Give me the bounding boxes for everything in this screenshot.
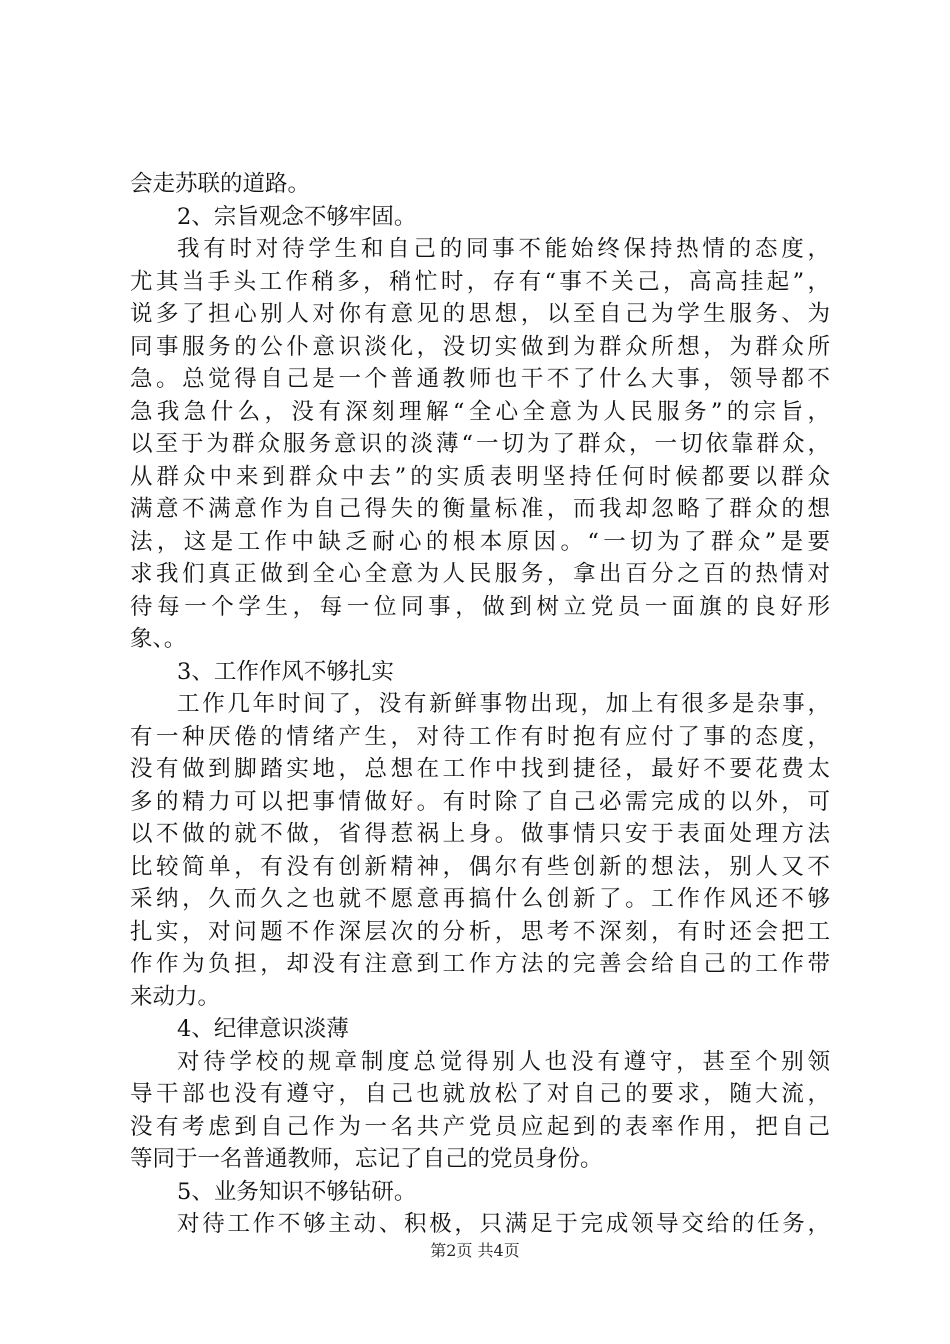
text-line: 有一种厌倦的情绪产生，对待工作有时抱有应付了事的态度， bbox=[130, 723, 830, 750]
text-line: 没有做到脚踏实地，总想在工作中找到捷径，最好不要花费太 bbox=[130, 756, 830, 782]
text-line: 扎实，对问题不作深层次的分析，思考不深刻，有时还会把工 bbox=[130, 918, 830, 945]
text-line: 导干部也没有遵守，自己也就放松了对自己的要求，随大流， bbox=[130, 1081, 830, 1107]
text-line: 工作几年时间了，没有新鲜事物出现，加上有很多是杂事， bbox=[177, 691, 830, 717]
text-line: 满意不满意作为自己得失的衡量标准，而我却忽略了群众的想 bbox=[130, 496, 830, 522]
text-line: 采纳，久而久之也就不愿意再搞什么创新了。工作作风还不够 bbox=[130, 886, 830, 912]
section-heading: 3、工作作风不够扎实 bbox=[177, 658, 394, 685]
document-body bbox=[130, 168, 830, 1241]
text-line: 来动力。 bbox=[130, 983, 221, 1010]
text-line: 作作为负担，却没有注意到工作方法的完善会给自己的工作带 bbox=[130, 951, 830, 977]
text-line: 多的精力可以把事情做好。有时除了自己必需完成的以外，可 bbox=[130, 788, 830, 815]
text-line: 法，这是工作中缺乏耐心的根本原因。“一切为了群众”是要 bbox=[130, 528, 830, 555]
page-footer: 第2页 共4页 bbox=[430, 1241, 520, 1260]
text-line: 以至于为群众服务意识的淡薄“一切为了群众，一切依靠群众， bbox=[130, 431, 830, 457]
section-heading: 5、业务知识不够钻研。 bbox=[177, 1178, 417, 1205]
text-line: 以不做的就不做，省得惹祸上身。做事情只安于表面处理方法 bbox=[130, 821, 830, 847]
text-line: 从群众中来到群众中去”的实质表明坚持任何时候都要以群众 bbox=[130, 463, 830, 490]
text-line: 求我们真正做到全心全意为人民服务，拿出百分之百的热情对 bbox=[130, 561, 830, 587]
text-line: 急。总觉得自己是一个普通教师也干不了什么大事，领导都不 bbox=[130, 366, 830, 392]
text-line: 说多了担心别人对你有意见的思想，以至自己为学生服务、为 bbox=[130, 301, 830, 327]
text-line: 对待学校的规章制度总觉得别人也没有遵守，甚至个别领 bbox=[177, 1048, 830, 1075]
text-line: 比较简单，有没有创新精神，偶尔有些创新的想法，别人又不 bbox=[130, 853, 830, 880]
text-line: 象、。 bbox=[130, 626, 187, 652]
text-line: 急我急什么，没有深刻理解“全心全意为人民服务”的宗旨， bbox=[130, 398, 830, 425]
text-line: 待每一个学生，每一位同事，做到树立党员一面旗的良好形 bbox=[130, 593, 830, 620]
text-line: 同事服务的公仆意识淡化，没切实做到为群众所想，为群众所 bbox=[130, 333, 830, 360]
text-line: 没有考虑到自己作为一名共产党员应起到的表率作用，把自己 bbox=[130, 1113, 830, 1140]
text-line: 尤其当手头工作稍多，稍忙时，存有“事不关己，高高挂起”， bbox=[130, 268, 830, 295]
text-line: 对待工作不够主动、积极，只满足于完成领导交给的任务， bbox=[177, 1211, 830, 1237]
text-line: 等同于一名普通教师，忘记了自己的党员身份。 bbox=[130, 1146, 603, 1172]
section-heading: 4、纪律意识淡薄 bbox=[177, 1016, 349, 1042]
text-line: 我有时对待学生和自己的同事不能始终保持热情的态度， bbox=[177, 236, 830, 262]
section-heading: 2、宗旨观念不够牢固。 bbox=[177, 203, 417, 230]
text-line: 会走苏联的道路。 bbox=[130, 171, 311, 197]
